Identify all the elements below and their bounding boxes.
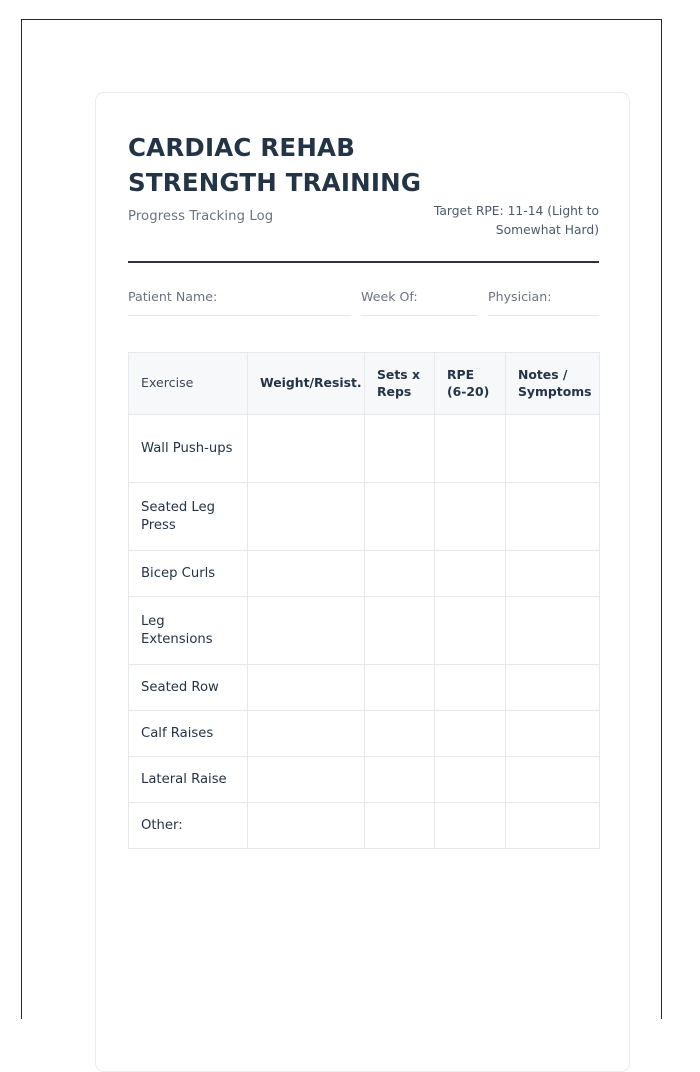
physician-field[interactable]: [488, 289, 599, 316]
rpe-entry-cell[interactable]: [435, 597, 506, 665]
table-row: [129, 757, 600, 803]
physician-writeline: [488, 315, 599, 316]
notes-entry-cell[interactable]: [506, 711, 600, 757]
sets-reps-entry-cell[interactable]: [365, 665, 435, 711]
rpe-entry-cell[interactable]: [435, 711, 506, 757]
physician-label: Physician:: [488, 289, 552, 304]
document-card: [95, 92, 630, 1072]
table-row: [129, 665, 600, 711]
page-subtitle: Progress Tracking Log: [128, 208, 274, 224]
page-frame: [21, 19, 662, 1019]
column-header-sets-reps: Sets x Reps: [365, 353, 435, 415]
target-rpe-note: Target RPE: 11-14 (Light to Somewhat Hard): [433, 204, 599, 238]
sets-reps-entry-cell[interactable]: [365, 551, 435, 597]
patient-name-writeline: [128, 315, 351, 316]
weight-entry-cell[interactable]: [248, 665, 365, 711]
sets-reps-entry-cell[interactable]: [365, 711, 435, 757]
document-header: [128, 131, 599, 263]
exercise-name-cell: Other:: [129, 803, 248, 849]
notes-entry-cell[interactable]: [506, 415, 600, 483]
notes-entry-cell[interactable]: [506, 597, 600, 665]
table-header: [129, 353, 600, 415]
patient-name-label: Patient Name:: [128, 289, 218, 304]
sets-reps-entry-cell[interactable]: [365, 415, 435, 483]
page-title-line-1: CARDIAC REHAB: [128, 133, 356, 162]
rpe-entry-cell[interactable]: [435, 415, 506, 483]
title-divider: [128, 261, 599, 263]
weight-entry-cell[interactable]: [248, 711, 365, 757]
weight-entry-cell[interactable]: [248, 483, 365, 551]
page-title: [128, 131, 428, 201]
column-header-notes: Notes / Symptoms: [506, 353, 600, 415]
exercise-name-cell: Seated Leg Press: [129, 483, 248, 551]
weight-entry-cell[interactable]: [248, 803, 365, 849]
column-header-exercise: Exercise: [129, 353, 248, 415]
table-row: [129, 551, 600, 597]
table-row: [129, 415, 600, 483]
table-header-row: [129, 353, 600, 415]
table-row: [129, 597, 600, 665]
weight-entry-cell[interactable]: [248, 551, 365, 597]
exercise-name-cell: Leg Extensions: [129, 597, 248, 665]
table-row: [129, 483, 600, 551]
table-row: [129, 803, 600, 849]
table-row: [129, 711, 600, 757]
week-of-field[interactable]: [361, 289, 478, 316]
weight-entry-cell[interactable]: [248, 415, 365, 483]
patient-name-field[interactable]: [128, 289, 351, 316]
page-title-line-2: STRENGTH TRAINING: [128, 167, 422, 197]
exercise-name-cell: Seated Row: [129, 665, 248, 711]
column-header-weight: Weight/Resist.: [248, 353, 365, 415]
weight-entry-cell[interactable]: [248, 597, 365, 665]
notes-entry-cell[interactable]: [506, 483, 600, 551]
weight-entry-cell[interactable]: [248, 757, 365, 803]
week-of-label: Week Of:: [361, 289, 418, 304]
rpe-entry-cell[interactable]: [435, 803, 506, 849]
exercise-name-cell: Bicep Curls: [129, 551, 248, 597]
patient-info-row: [128, 289, 599, 316]
exercise-log-table: [128, 352, 600, 849]
rpe-entry-cell[interactable]: [435, 757, 506, 803]
title-row: [128, 131, 599, 243]
rpe-entry-cell[interactable]: [435, 665, 506, 711]
exercise-name-cell: Wall Push-ups: [129, 415, 248, 483]
column-header-rpe: RPE (6-20): [435, 353, 506, 415]
table-body: [129, 415, 600, 849]
notes-entry-cell[interactable]: [506, 551, 600, 597]
rpe-entry-cell[interactable]: [435, 551, 506, 597]
week-of-writeline: [361, 315, 478, 316]
exercise-name-cell: Lateral Raise: [129, 757, 248, 803]
notes-entry-cell[interactable]: [506, 665, 600, 711]
notes-entry-cell[interactable]: [506, 757, 600, 803]
rpe-entry-cell[interactable]: [435, 483, 506, 551]
sets-reps-entry-cell[interactable]: [365, 757, 435, 803]
sets-reps-entry-cell[interactable]: [365, 597, 435, 665]
sets-reps-entry-cell[interactable]: [365, 483, 435, 551]
notes-entry-cell[interactable]: [506, 803, 600, 849]
sets-reps-entry-cell[interactable]: [365, 803, 435, 849]
exercise-name-cell: Calf Raises: [129, 711, 248, 757]
